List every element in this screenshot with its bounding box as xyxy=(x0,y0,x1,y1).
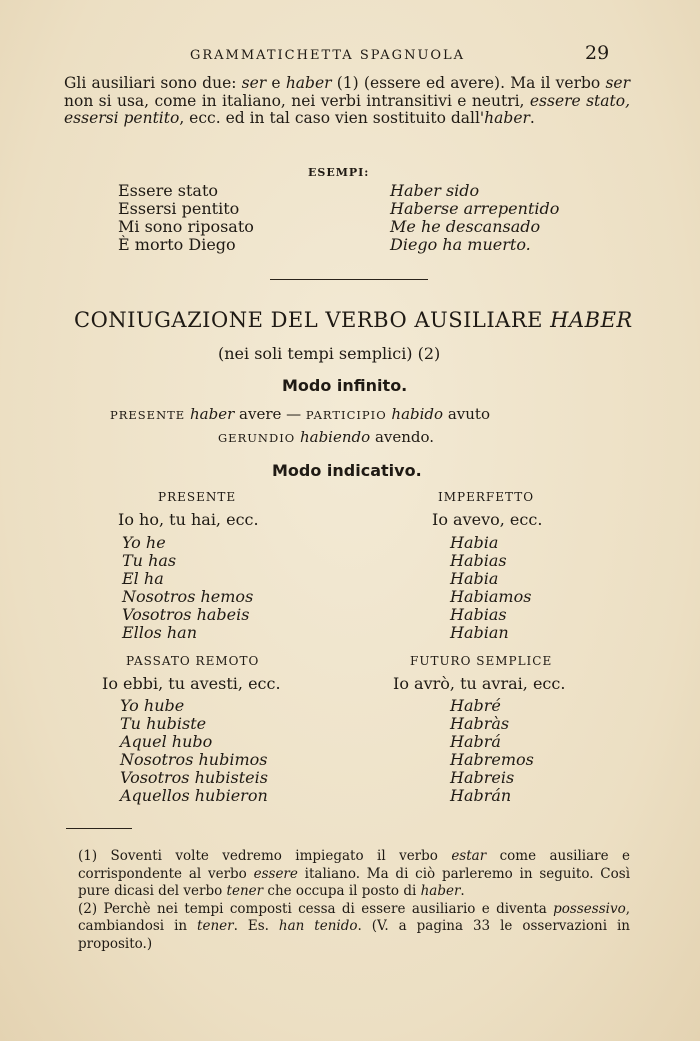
example-italian-2: Essersi pentito xyxy=(118,199,240,218)
passato-remoto-forms xyxy=(120,697,268,805)
intro-paragraph: Gli ausiliari sono due: ser e haber (1) (essere ed avere). Ma il verbo ser non si usa, come in italiano, nei verbi intransitivi e neutri, essere stato, essersi pentito, ecc. ed in tal caso vien sostituito dall'haber. xyxy=(64,74,631,127)
example-spanish-1: Haber sido xyxy=(390,181,480,200)
list-item: Aquellos hubieron xyxy=(120,786,268,805)
example-spanish-4: Diego ha muerto. xyxy=(390,235,531,254)
list-item: Tu hubiste xyxy=(120,714,207,733)
list-item: Ellos han xyxy=(122,623,197,642)
footnote-2: (2) Perchè nei tempi composti cessa di essere ausiliario e diventa possessivo, cambiandosi in tener. Es. han tenido. (V. a pagina 33 le osservazioni in proposito.) xyxy=(78,900,630,952)
infinito-gerundio-line: GERUNDIO habiendo avendo. xyxy=(218,428,435,446)
footnote-1: (1) Soventi volte vedremo impiegato il verbo estar come ausiliare e corrispondente al verbo essere italiano. Ma di ciò parleremo in seguito. Così pure dicasi del verbo tener che occupa il posto di haber. xyxy=(78,848,631,899)
list-item: Yo he xyxy=(122,533,166,552)
list-item: Habrán xyxy=(450,786,512,805)
example-italian-4: È morto Diego xyxy=(118,235,236,254)
list-item: Habian xyxy=(450,623,509,642)
futuro-semplice-forms xyxy=(450,697,534,805)
list-item: Tu has xyxy=(122,551,177,570)
list-item: Vosotros habeis xyxy=(122,605,250,624)
list-item: Habremos xyxy=(450,750,534,769)
example-spanish-2: Haberse arrepentido xyxy=(390,199,560,218)
page-number: 29 xyxy=(585,42,610,64)
list-item: Habreis xyxy=(450,768,515,787)
example-spanish-3: Me he descansado xyxy=(390,217,541,236)
list-item: Habràs xyxy=(450,714,510,733)
examples-spanish xyxy=(390,182,559,254)
footnotes xyxy=(78,848,630,953)
list-item: Habias xyxy=(450,605,507,624)
list-item: Habré xyxy=(450,696,501,715)
list-item: Habrá xyxy=(450,732,501,751)
examples-italian xyxy=(118,182,254,254)
list-item: Yo hube xyxy=(120,696,185,715)
imperfetto-forms xyxy=(450,534,531,642)
futuro-semplice-label: FUTURO SEMPLICE xyxy=(410,654,553,668)
passato-remoto-label: PASSATO REMOTO xyxy=(126,654,260,668)
running-header: GRAMMATICHETTA SPAGNUOLA xyxy=(190,48,466,63)
esempi-heading: ESEMPI: xyxy=(308,166,370,179)
futuro-semplice-summary: Io avrò, tu avrai, ecc. xyxy=(393,674,566,693)
list-item: Nosotros hemos xyxy=(122,587,254,606)
modo-indicativo-heading: Modo indicativo. xyxy=(272,461,422,480)
section-subtitle: (nei soli tempi semplici) (2) xyxy=(218,344,441,363)
list-item: Nosotros hubimos xyxy=(120,750,268,769)
presente-label: PRESENTE xyxy=(158,490,237,504)
list-item: El ha xyxy=(122,569,164,588)
presente-forms xyxy=(122,534,253,642)
infinito-presente-line: PRESENTE haber avere — PARTICIPIO habido avuto xyxy=(110,405,490,423)
section-divider xyxy=(270,279,428,280)
section-title: CONIUGAZIONE DEL VERBO AUSILIARE HABER xyxy=(74,308,633,332)
list-item: Habiamos xyxy=(450,587,532,606)
imperfetto-label: IMPERFETTO xyxy=(438,490,535,504)
list-item: Vosotros hubisteis xyxy=(120,768,268,787)
presente-summary: Io ho, tu hai, ecc. xyxy=(118,510,259,529)
list-item: Habias xyxy=(450,551,507,570)
modo-infinito-heading: Modo infinito. xyxy=(282,376,408,395)
passato-remoto-summary: Io ebbi, tu avesti, ecc. xyxy=(102,674,281,693)
footnote-divider xyxy=(66,828,132,829)
example-italian-1: Essere stato xyxy=(118,181,219,200)
list-item: Aquel hubo xyxy=(120,732,213,751)
list-item: Habia xyxy=(450,569,499,588)
imperfetto-summary: Io avevo, ecc. xyxy=(432,510,543,529)
example-italian-3: Mi sono riposato xyxy=(118,217,254,236)
list-item: Habia xyxy=(450,533,499,552)
